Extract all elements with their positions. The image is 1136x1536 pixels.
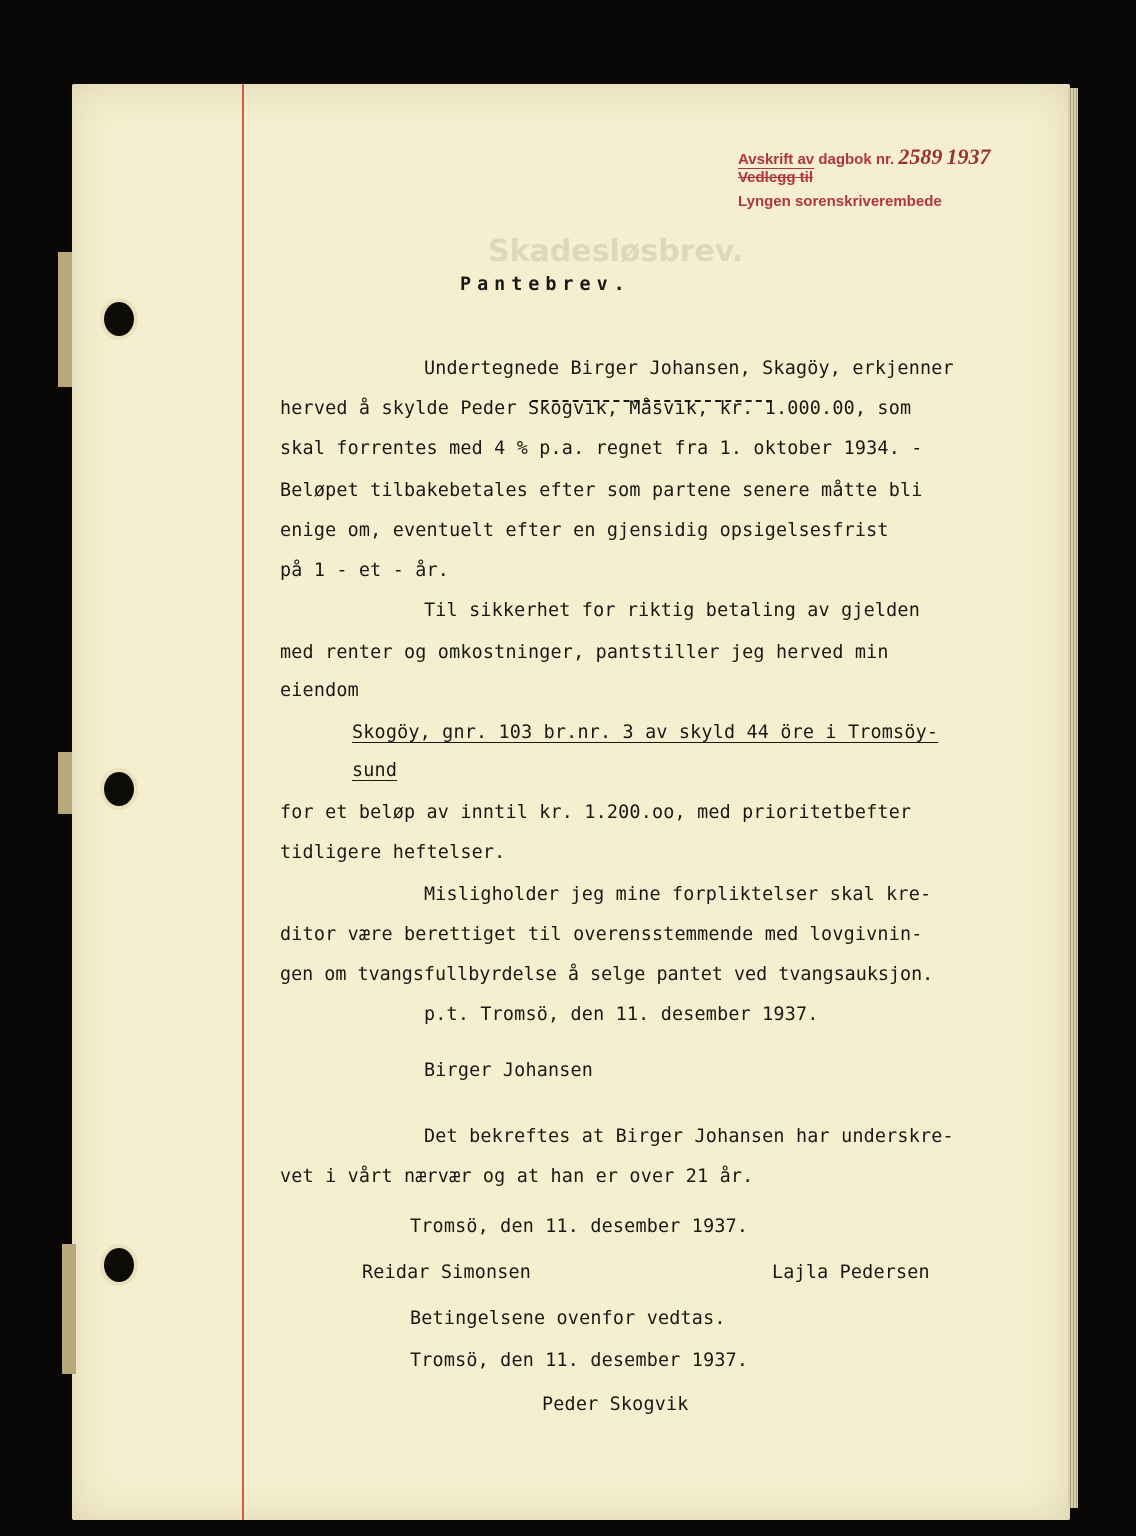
punch-hole-middle	[104, 772, 134, 806]
body-line: vet i vårt nærvær og at han er over 21 år.	[280, 1166, 754, 1187]
body-line: tidligere heftelser.	[280, 842, 506, 863]
property-line-continued: sund	[352, 760, 398, 781]
body-line: enige om, eventuelt efter en gjensidig opsigelsesfrist	[280, 520, 889, 541]
signature-borrower: Birger Johansen	[424, 1060, 594, 1081]
place-date-line: Tromsö, den 11. desember 1937.	[410, 1216, 749, 1237]
body-line: Betingelsene ovenfor vedtas.	[410, 1308, 726, 1329]
body-line: herved å skylde Peder Skogvik, Måsvik, kr. 1.000.00, som	[280, 398, 912, 419]
body-line: for et beløp av inntil kr. 1.200.oo, med prioritetbefter	[280, 802, 912, 823]
bleed-through-heading: Skadesløsbrev.	[488, 234, 744, 269]
stamp-line-3: Lyngen sorenskriverembede	[738, 193, 942, 210]
signature-creditor: Peder Skogvik	[542, 1394, 689, 1415]
body-line: eiendom	[280, 680, 359, 701]
stamp-year: 1937	[946, 144, 991, 169]
place-date-line: Tromsö, den 11. desember 1937.	[410, 1350, 749, 1371]
body-line: Misligholder jeg mine forpliktelser skal kre-	[424, 884, 932, 905]
body-line: gen om tvangsfullbyrdelse å selge pantet ved tvangsauksjon.	[280, 964, 934, 985]
red-margin-line	[242, 84, 244, 1520]
place-date-line: p.t. Tromsö, den 11. desember 1937.	[424, 1004, 819, 1025]
body-line: Til sikkerhet for riktig betaling av gjelden	[424, 600, 920, 621]
body-line: med renter og omkostninger, pantstiller jeg herved min	[280, 642, 889, 663]
binding-tab	[62, 1244, 76, 1374]
page-edge-stack	[1068, 88, 1078, 1508]
stamp-line-1	[738, 146, 991, 168]
document-page	[72, 84, 1070, 1520]
signature-witness-2: Lajla Pedersen	[772, 1262, 930, 1283]
stamp-middle: dagbok nr.	[818, 151, 895, 168]
binding-tab	[58, 252, 72, 387]
binding-tab	[58, 752, 72, 814]
body-line: Det bekreftes at Birger Johansen har underskre-	[424, 1126, 954, 1147]
signature-witness-1: Reidar Simonsen	[362, 1262, 532, 1283]
punch-hole-top	[104, 302, 134, 336]
stamp-number: 2589	[898, 144, 943, 169]
stamp-line-2: Vedlegg til	[738, 169, 814, 186]
body-line: Undertegnede Birger Johansen, Skagöy, erkjenner	[424, 358, 954, 379]
body-line: Beløpet tilbakebetales efter som partene senere måtte bli	[280, 480, 923, 501]
stamp-prefix: Avskrift av	[738, 151, 815, 168]
property-line: Skogöy, gnr. 103 br.nr. 3 av skyld 44 öre i Tromsöy-	[352, 722, 939, 743]
punch-hole-bottom	[104, 1248, 134, 1282]
body-line: ditor være berettiget til overensstemmende med lovgivnin-	[280, 924, 923, 945]
body-line: på 1 - et - år.	[280, 560, 450, 581]
body-line: skal forrentes med 4 % p.a. regnet fra 1. oktober 1934. -	[280, 438, 923, 459]
document-title: Pantebrev.	[460, 274, 631, 295]
